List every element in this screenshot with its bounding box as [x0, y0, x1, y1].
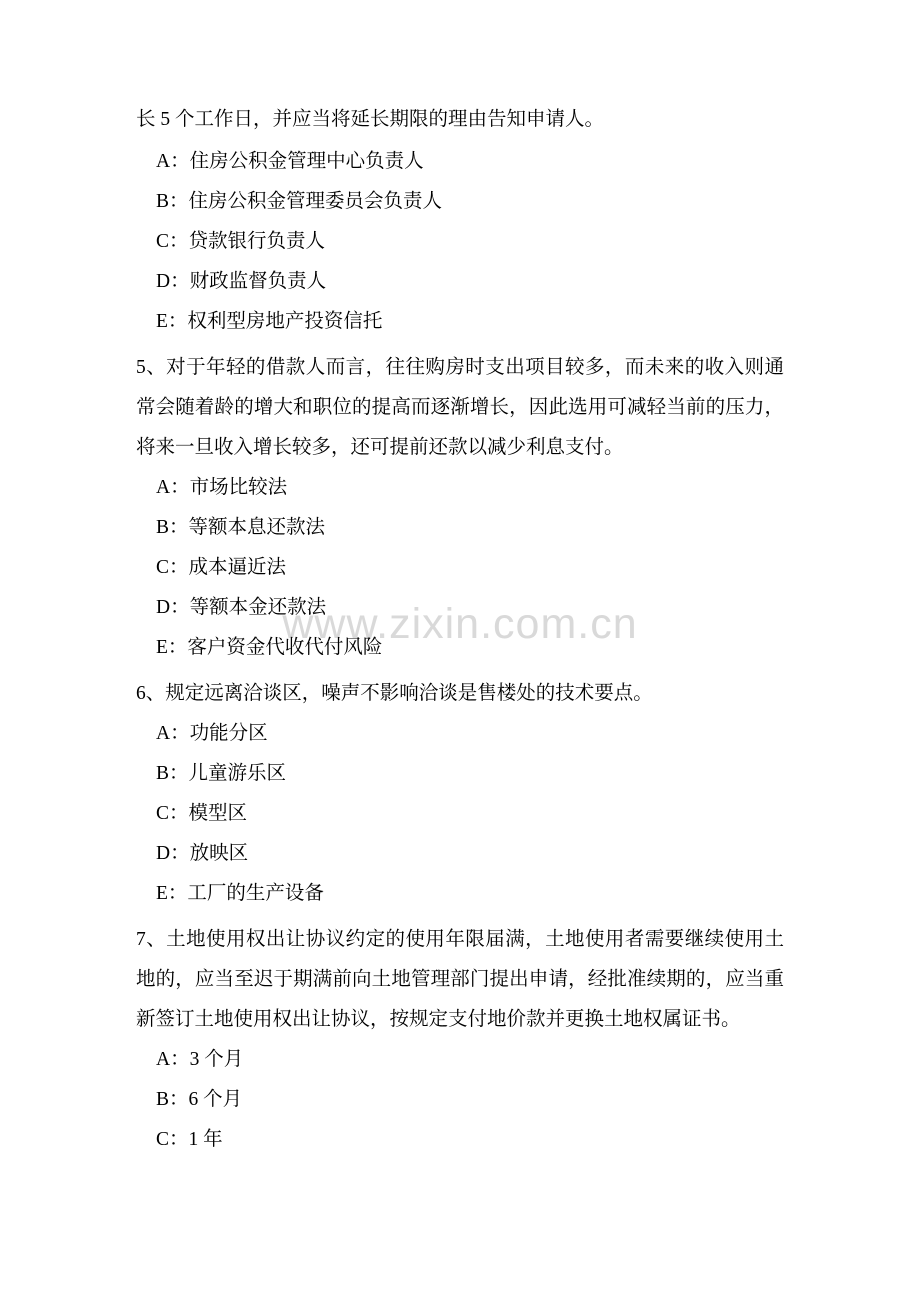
option-item: B：儿童游乐区: [156, 763, 287, 784]
option-item: D：财政监督负责人: [156, 271, 327, 292]
option-item: E：权利型房地产投资信托: [156, 311, 383, 332]
option-item: C：成本逼近法: [156, 557, 287, 578]
option-item: E：客户资金代收代付风险: [156, 637, 383, 658]
paragraph-continuation: 长 5 个工作日，并应当将延长期限的理由告知申请人。: [136, 109, 605, 130]
option-item: C：贷款银行负责人: [156, 231, 326, 252]
question-item: 7、土地使用权出让协议约定的使用年限届满，土地使用者需要继续使用土地的，应当至迟于期满前向土地管理部门提出申请，经批准续期的，应当重新签订土地使用权出让协议，按规定支付地价款并更换土地权属证书。: [136, 929, 784, 1030]
option-item: D：放映区: [156, 843, 249, 864]
option-item: D：等额本金还款法: [156, 597, 327, 618]
option-item: B：等额本息还款法: [156, 517, 326, 538]
option-item: A：3 个月: [156, 1049, 244, 1070]
option-item: A：功能分区: [156, 723, 268, 744]
option-item: A：住房公积金管理中心负责人: [156, 151, 424, 172]
option-item: C：模型区: [156, 803, 248, 824]
question-item: 6、规定远离洽谈区，噪声不影响洽谈是售楼处的技术要点。: [136, 683, 653, 704]
option-item: E：工厂的生产设备: [156, 883, 324, 904]
option-item: B：6 个月: [156, 1089, 243, 1110]
question-item: 5、对于年轻的借款人而言，往往购房时支出项目较多，而未来的收入则通常会随着龄的增大和职位的提高而逐渐增长，因此选用可减轻当前的压力，将来一旦收入增长较多，还可提前还款以减少利息支付。: [136, 357, 784, 458]
option-item: A：市场比较法: [156, 477, 288, 498]
document-body: [136, 100, 784, 1160]
option-item: B：住房公积金管理委员会负责人: [156, 191, 443, 212]
watermark-text: www.zixin.com.cn: [282, 600, 638, 648]
option-item: C：1 年: [156, 1129, 223, 1150]
